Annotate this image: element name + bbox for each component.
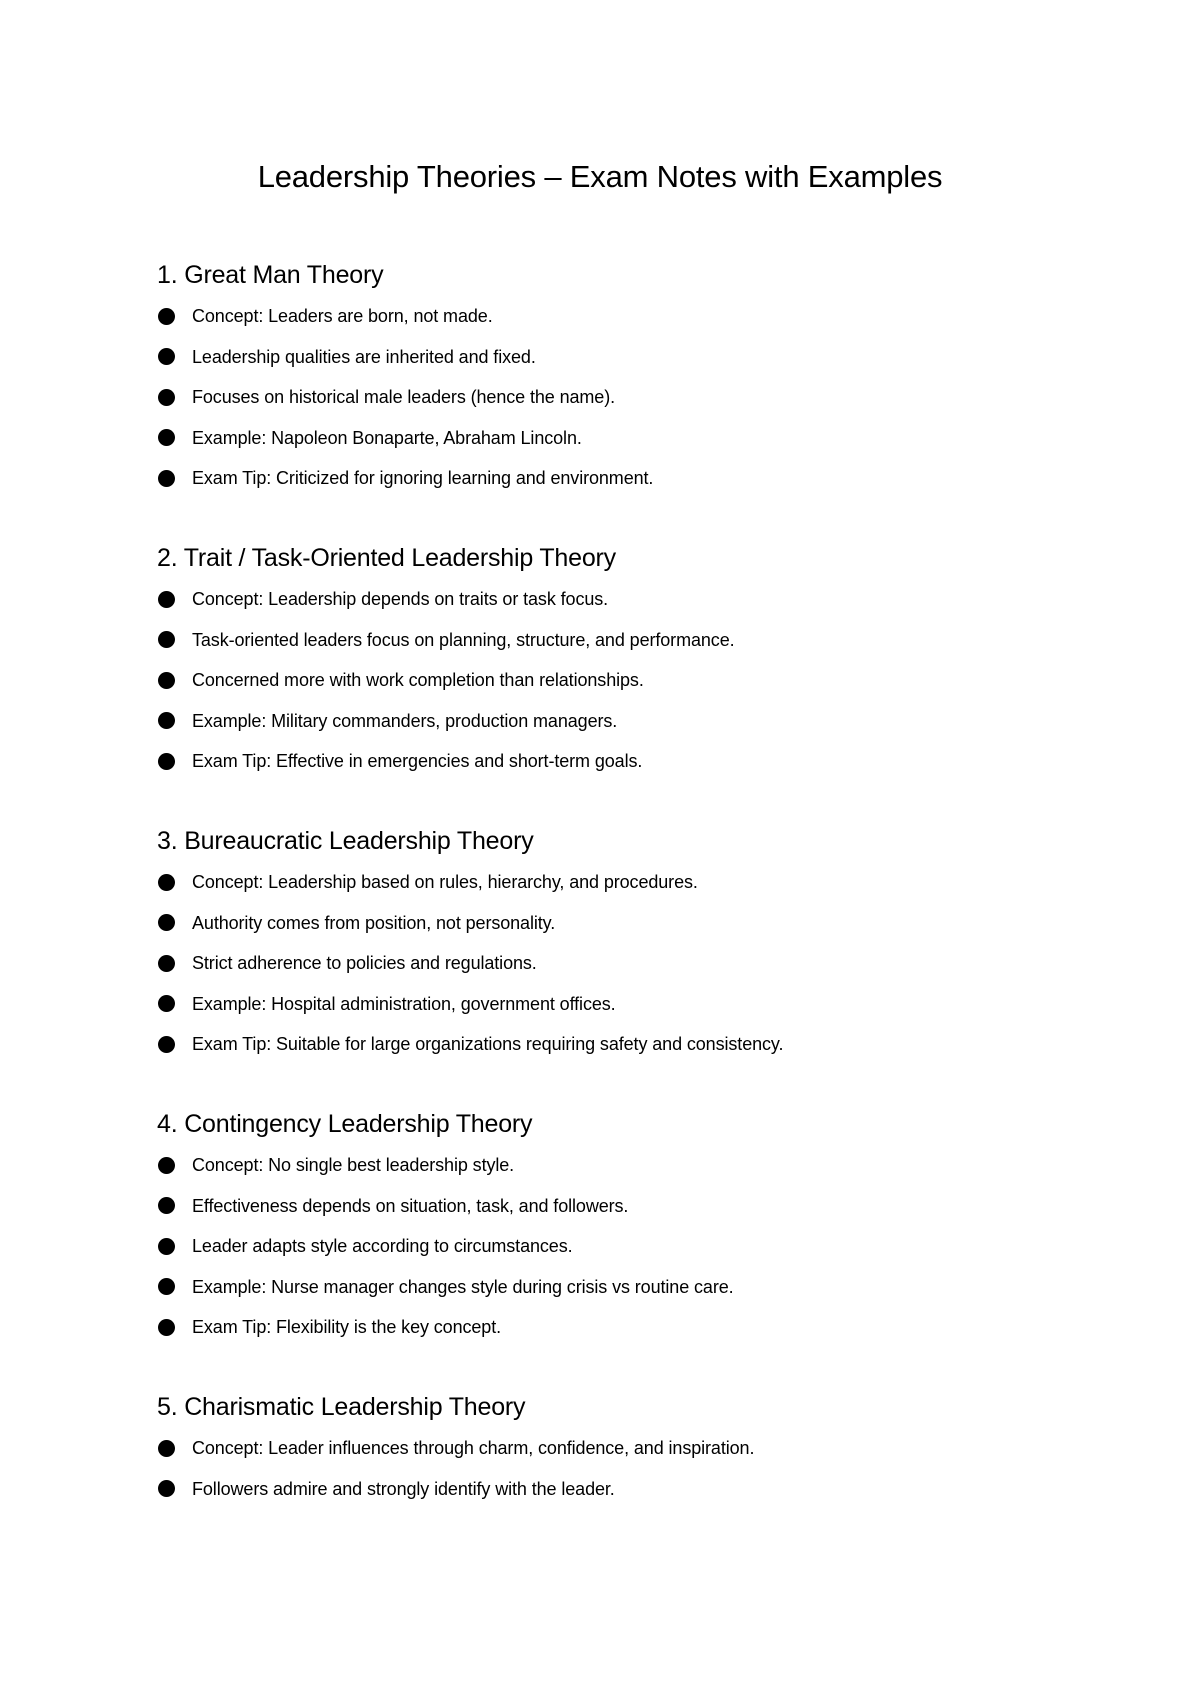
bullet-text: Task-oriented leaders focus on planning, structure, and performance. (192, 629, 735, 650)
section-heading: 4. Contingency Leadership Theory (157, 1110, 533, 1138)
bullet-text: Concept: Leadership depends on traits or task focus. (192, 589, 609, 610)
bullet-dot-icon (158, 591, 175, 608)
bullet-dot-icon (158, 874, 175, 891)
bullet-text: Followers admire and strongly identify with the leader. (192, 1478, 615, 1499)
section (157, 543, 1157, 826)
bullet-item (157, 741, 1157, 782)
bullet-dot-icon (158, 672, 175, 689)
bullet-dot-icon (158, 348, 175, 365)
bullet-item (157, 296, 1157, 337)
bullet-text: Concept: Leader influences through charm, confidence, and inspiration. (192, 1438, 755, 1459)
bullet-dot-icon (158, 1319, 175, 1336)
bullet-dot-icon (158, 631, 175, 648)
page-title: Leadership Theories – Exam Notes with Examples (257, 159, 943, 194)
bullet-text: Concept: No single best leadership style. (192, 1155, 515, 1176)
bullet-dot-icon (158, 1278, 175, 1295)
bullet-text: Exam Tip: Flexibility is the key concept. (192, 1317, 502, 1338)
bullet-text: Authority comes from position, not personality. (192, 912, 556, 933)
section-heading: 5. Charismatic Leadership Theory (157, 1393, 526, 1421)
bullet-dot-icon (158, 1238, 175, 1255)
bullet-text: Example: Military commanders, production managers. (192, 710, 618, 731)
bullet-item (157, 903, 1157, 944)
bullet-text: Leader adapts style according to circumstances. (192, 1236, 573, 1257)
bullet-item (157, 1145, 1157, 1186)
section-heading: 3. Bureaucratic Leadership Theory (157, 827, 534, 855)
section-heading: 2. Trait / Task-Oriented Leadership Theory (157, 544, 616, 572)
bullet-text: Example: Nurse manager changes style during crisis vs routine care. (192, 1276, 734, 1297)
bullet-item (157, 418, 1157, 459)
bullet-dot-icon (158, 429, 175, 446)
bullet-dot-icon (158, 470, 175, 487)
bullet-list (157, 1145, 1157, 1348)
bullet-dot-icon (158, 1157, 175, 1174)
bullet-item (157, 377, 1157, 418)
bullet-text: Exam Tip: Suitable for large organizations requiring safety and consistency. (192, 1034, 784, 1055)
sections-container (157, 260, 1157, 1675)
section (157, 260, 1157, 543)
bullet-item (157, 1428, 1157, 1469)
bullet-dot-icon (158, 712, 175, 729)
bullet-item (157, 862, 1157, 903)
bullet-dot-icon (158, 955, 175, 972)
bullet-text: Strict adherence to policies and regulations. (192, 953, 537, 974)
bullet-item (157, 458, 1157, 499)
bullet-item (157, 579, 1157, 620)
section (157, 1109, 1157, 1392)
bullet-dot-icon (158, 389, 175, 406)
bullet-item (157, 660, 1157, 701)
bullet-text: Effectiveness depends on situation, task, and followers. (192, 1195, 629, 1216)
bullet-text: Exam Tip: Effective in emergencies and short-term goals. (192, 751, 643, 772)
bullet-text: Focuses on historical male leaders (hence the name). (192, 387, 616, 408)
bullet-item (157, 1186, 1157, 1227)
bullet-dot-icon (158, 753, 175, 770)
bullet-text: Leadership qualities are inherited and fixed. (192, 346, 536, 367)
bullet-item (157, 1469, 1157, 1510)
bullet-list (157, 579, 1157, 782)
bullet-item (157, 1307, 1157, 1348)
bullet-dot-icon (158, 1036, 175, 1053)
bullet-list (157, 296, 1157, 499)
bullet-dot-icon (158, 1440, 175, 1457)
bullet-text: Concept: Leadership based on rules, hierarchy, and procedures. (192, 872, 698, 893)
bullet-item (157, 943, 1157, 984)
bullet-text: Concerned more with work completion than relationships. (192, 670, 644, 691)
bullet-dot-icon (158, 308, 175, 325)
bullet-item (157, 337, 1157, 378)
bullet-list (157, 1428, 1157, 1509)
bullet-item (157, 1267, 1157, 1308)
section (157, 826, 1157, 1109)
bullet-dot-icon (158, 995, 175, 1012)
bullet-item (157, 1024, 1157, 1065)
bullet-text: Exam Tip: Criticized for ignoring learning and environment. (192, 468, 654, 489)
bullet-item (157, 1226, 1157, 1267)
bullet-dot-icon (158, 1480, 175, 1497)
bullet-item (157, 620, 1157, 661)
bullet-dot-icon (158, 914, 175, 931)
bullet-text: Example: Napoleon Bonaparte, Abraham Lincoln. (192, 427, 582, 448)
section-heading: 1. Great Man Theory (157, 261, 384, 289)
bullet-text: Example: Hospital administration, government offices. (192, 993, 616, 1014)
bullet-dot-icon (158, 1197, 175, 1214)
section (157, 1392, 1157, 1675)
bullet-list (157, 862, 1157, 1065)
bullet-text: Concept: Leaders are born, not made. (192, 306, 493, 327)
bullet-item (157, 701, 1157, 742)
bullet-item (157, 984, 1157, 1025)
